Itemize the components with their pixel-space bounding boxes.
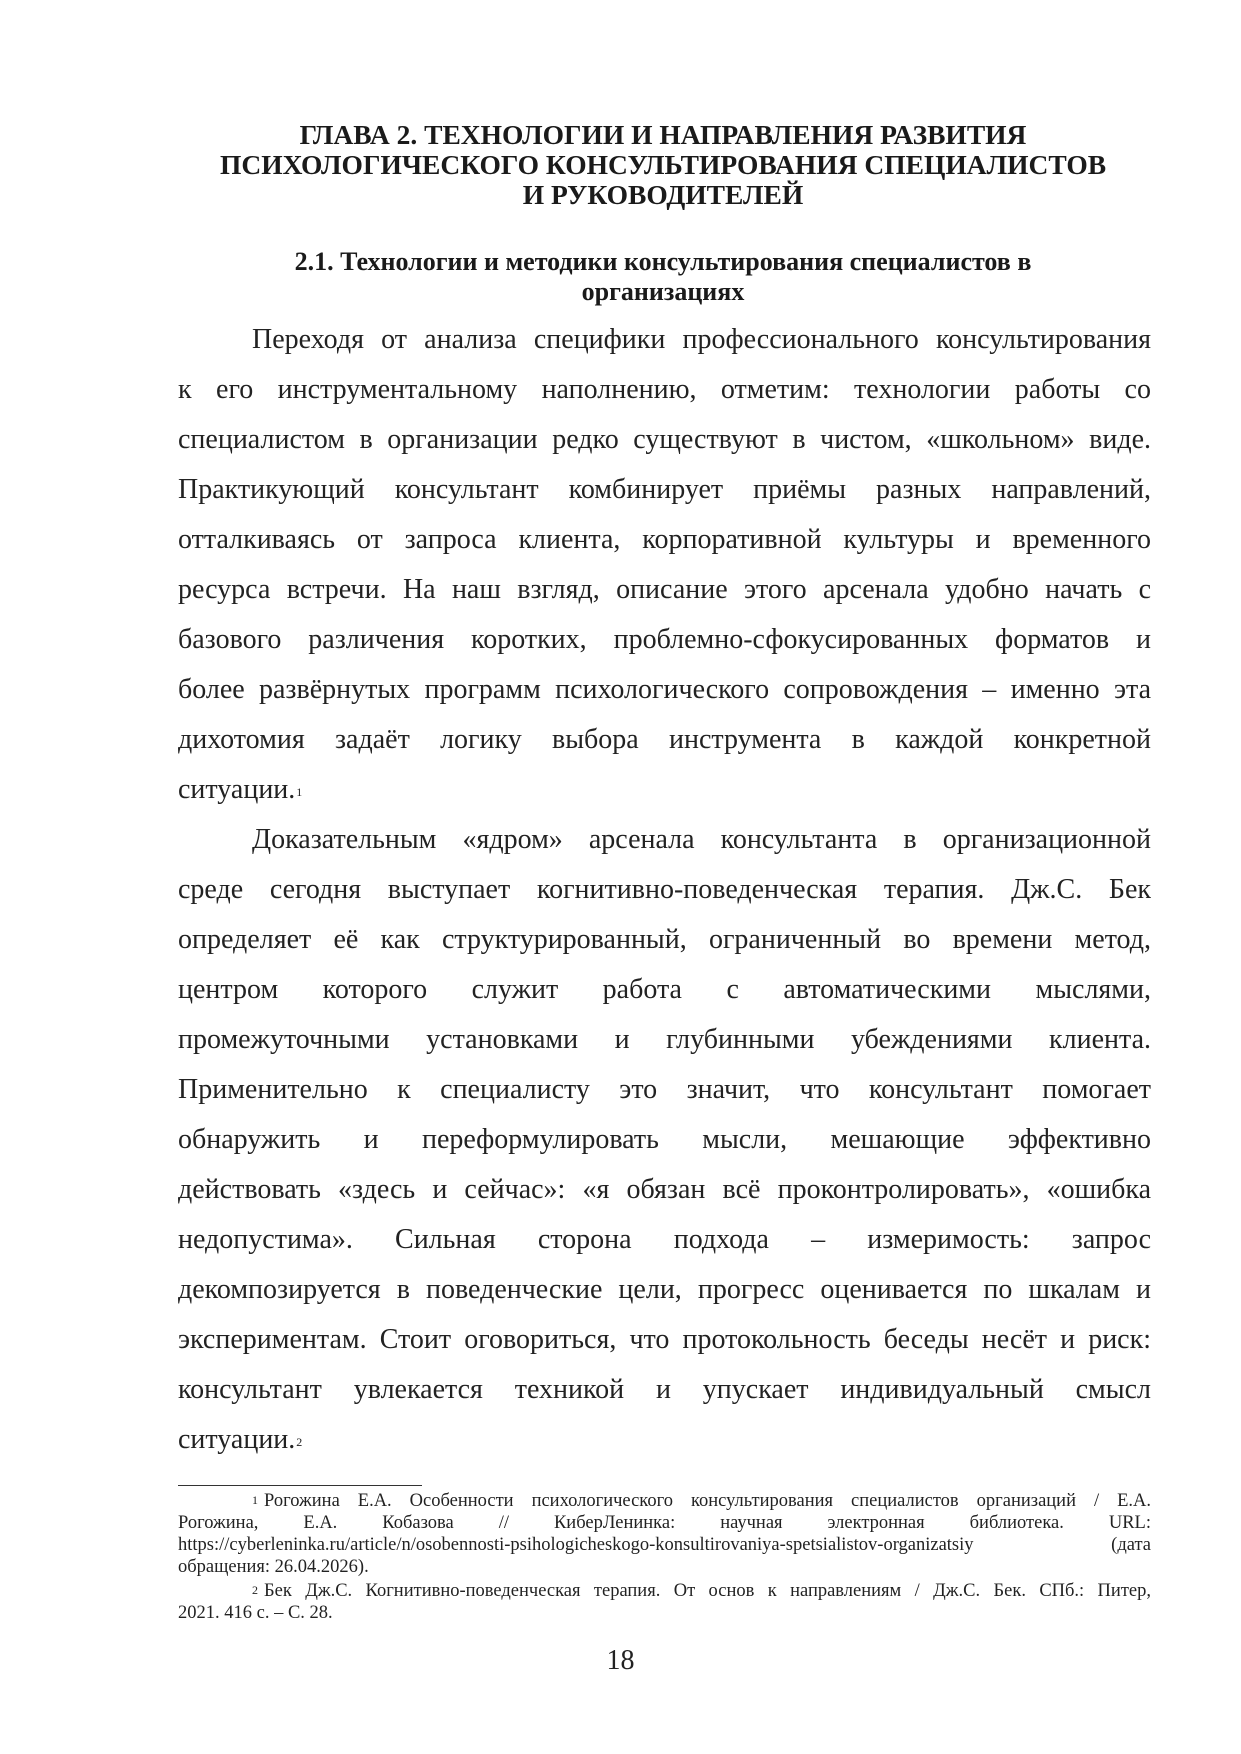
paragraph-line: обнаружить и переформулировать мысли, мешающие эффективно	[178, 1124, 1151, 1155]
chapter-title	[140, 120, 1186, 210]
paragraph-line: к его инструментальному наполнению, отметим: технологии работы со	[178, 374, 1151, 405]
paragraph-line: центром которого служит работа с автоматическими мыслями,	[178, 974, 1151, 1005]
footnote-line	[252, 1490, 1151, 1512]
paragraph-line-text: ситуации.	[178, 774, 296, 805]
paragraph-line: более развёрнутых программ психологического сопровождения – именно эта	[178, 674, 1151, 705]
footnote-number: 1	[252, 1493, 258, 1507]
paragraph-line-text: ситуации.	[178, 1424, 296, 1455]
footnote-number: 2	[252, 1583, 258, 1597]
footnote-line: обращения: 26.04.2026).	[178, 1557, 369, 1577]
paragraph-line: экспериментам. Стоит оговориться, что протокольность беседы несёт и риск:	[178, 1324, 1151, 1355]
paragraph-line: ресурса встречи. На наш взгляд, описание этого арсенала удобно начать с	[178, 574, 1151, 605]
paragraph-line: Переходя от анализа специфики профессионального консультирования	[252, 324, 1151, 355]
footnote-line[interactable]: https://cyberleninka.ru/article/n/osobennosti-psihologicheskogo-konsultirovaniya-spetsialistov-organizatsiy (дата	[178, 1535, 1151, 1555]
footnote-line: 2021. 416 с. – С. 28.	[178, 1603, 333, 1623]
paragraph-line: отталкиваясь от запроса клиента, корпоративной культуры и временного	[178, 524, 1151, 555]
footnote-line	[252, 1580, 1151, 1602]
paragraph-line: среде сегодня выступает когнитивно-поведенческая терапия. Дж.С. Бек	[178, 874, 1151, 905]
section-title-line: организациях	[581, 277, 745, 306]
paragraph-line: декомпозируется в поведенческие цели, прогресс оценивается по шкалам и	[178, 1274, 1151, 1305]
chapter-title-line: И РУКОВОДИТЕЛЕЙ	[522, 179, 804, 210]
paragraph-line	[178, 773, 302, 807]
chapter-title-line: ГЛАВА 2. ТЕХНОЛОГИИ И НАПРАВЛЕНИЯ РАЗВИТИЯ	[299, 119, 1027, 150]
footnote-ref[interactable]: 2	[296, 1435, 303, 1449]
paragraph-line: специалистом в организации редко существуют в чистом, «школьном» виде.	[178, 424, 1151, 455]
paragraph-line: действовать «здесь и сейчас»: «я обязан всё проконтролировать», «ошибка	[178, 1174, 1151, 1205]
paragraph-line: дихотомия задаёт логику выбора инструмента в каждой конкретной	[178, 724, 1151, 755]
paragraph-line: определяет её как структурированный, ограниченный во времени метод,	[178, 924, 1151, 955]
paragraph-line: Доказательным «ядром» арсенала консультанта в организационной	[252, 824, 1151, 855]
footnote-separator	[178, 1485, 422, 1486]
footnote-ref[interactable]: 1	[296, 785, 303, 799]
chapter-title-line: ПСИХОЛОГИЧЕСКОГО КОНСУЛЬТИРОВАНИЯ СПЕЦИАЛИСТОВ	[219, 149, 1107, 180]
paragraph-line: промежуточными установками и глубинными убеждениями клиента.	[178, 1024, 1151, 1055]
section-title	[140, 247, 1186, 307]
paragraph-line: Практикующий консультант комбинирует приёмы разных направлений,	[178, 474, 1151, 505]
paragraph-line: недопустима». Сильная сторона подхода – измеримость: запрос	[178, 1224, 1151, 1255]
footnote-text: Бек Дж.С. Когнитивно-поведенческая терапия. От основ к направлениям / Дж.С. Бек. СПб.: Питер,	[264, 1581, 1151, 1601]
page-number: 18	[606, 1645, 635, 1676]
paragraph-line: консультант увлекается техникой и упускает индивидуальный смысл	[178, 1374, 1151, 1405]
paragraph-line: Применительно к специалисту это значит, что консультант помогает	[178, 1074, 1151, 1105]
footnote-text: Рогожина Е.А. Особенности психологического консультирования специалистов организаций / Е.А.	[264, 1491, 1151, 1511]
paragraph-line	[178, 1423, 302, 1457]
footnote-line: Рогожина, Е.А. Кобазова // КиберЛенинка: научная электронная библиотека. URL:	[178, 1513, 1151, 1533]
paragraph-line: базового различения коротких, проблемно-сфокусированных форматов и	[178, 624, 1151, 655]
section-title-line: 2.1. Технологии и методики консультирования специалистов в	[294, 247, 1032, 276]
